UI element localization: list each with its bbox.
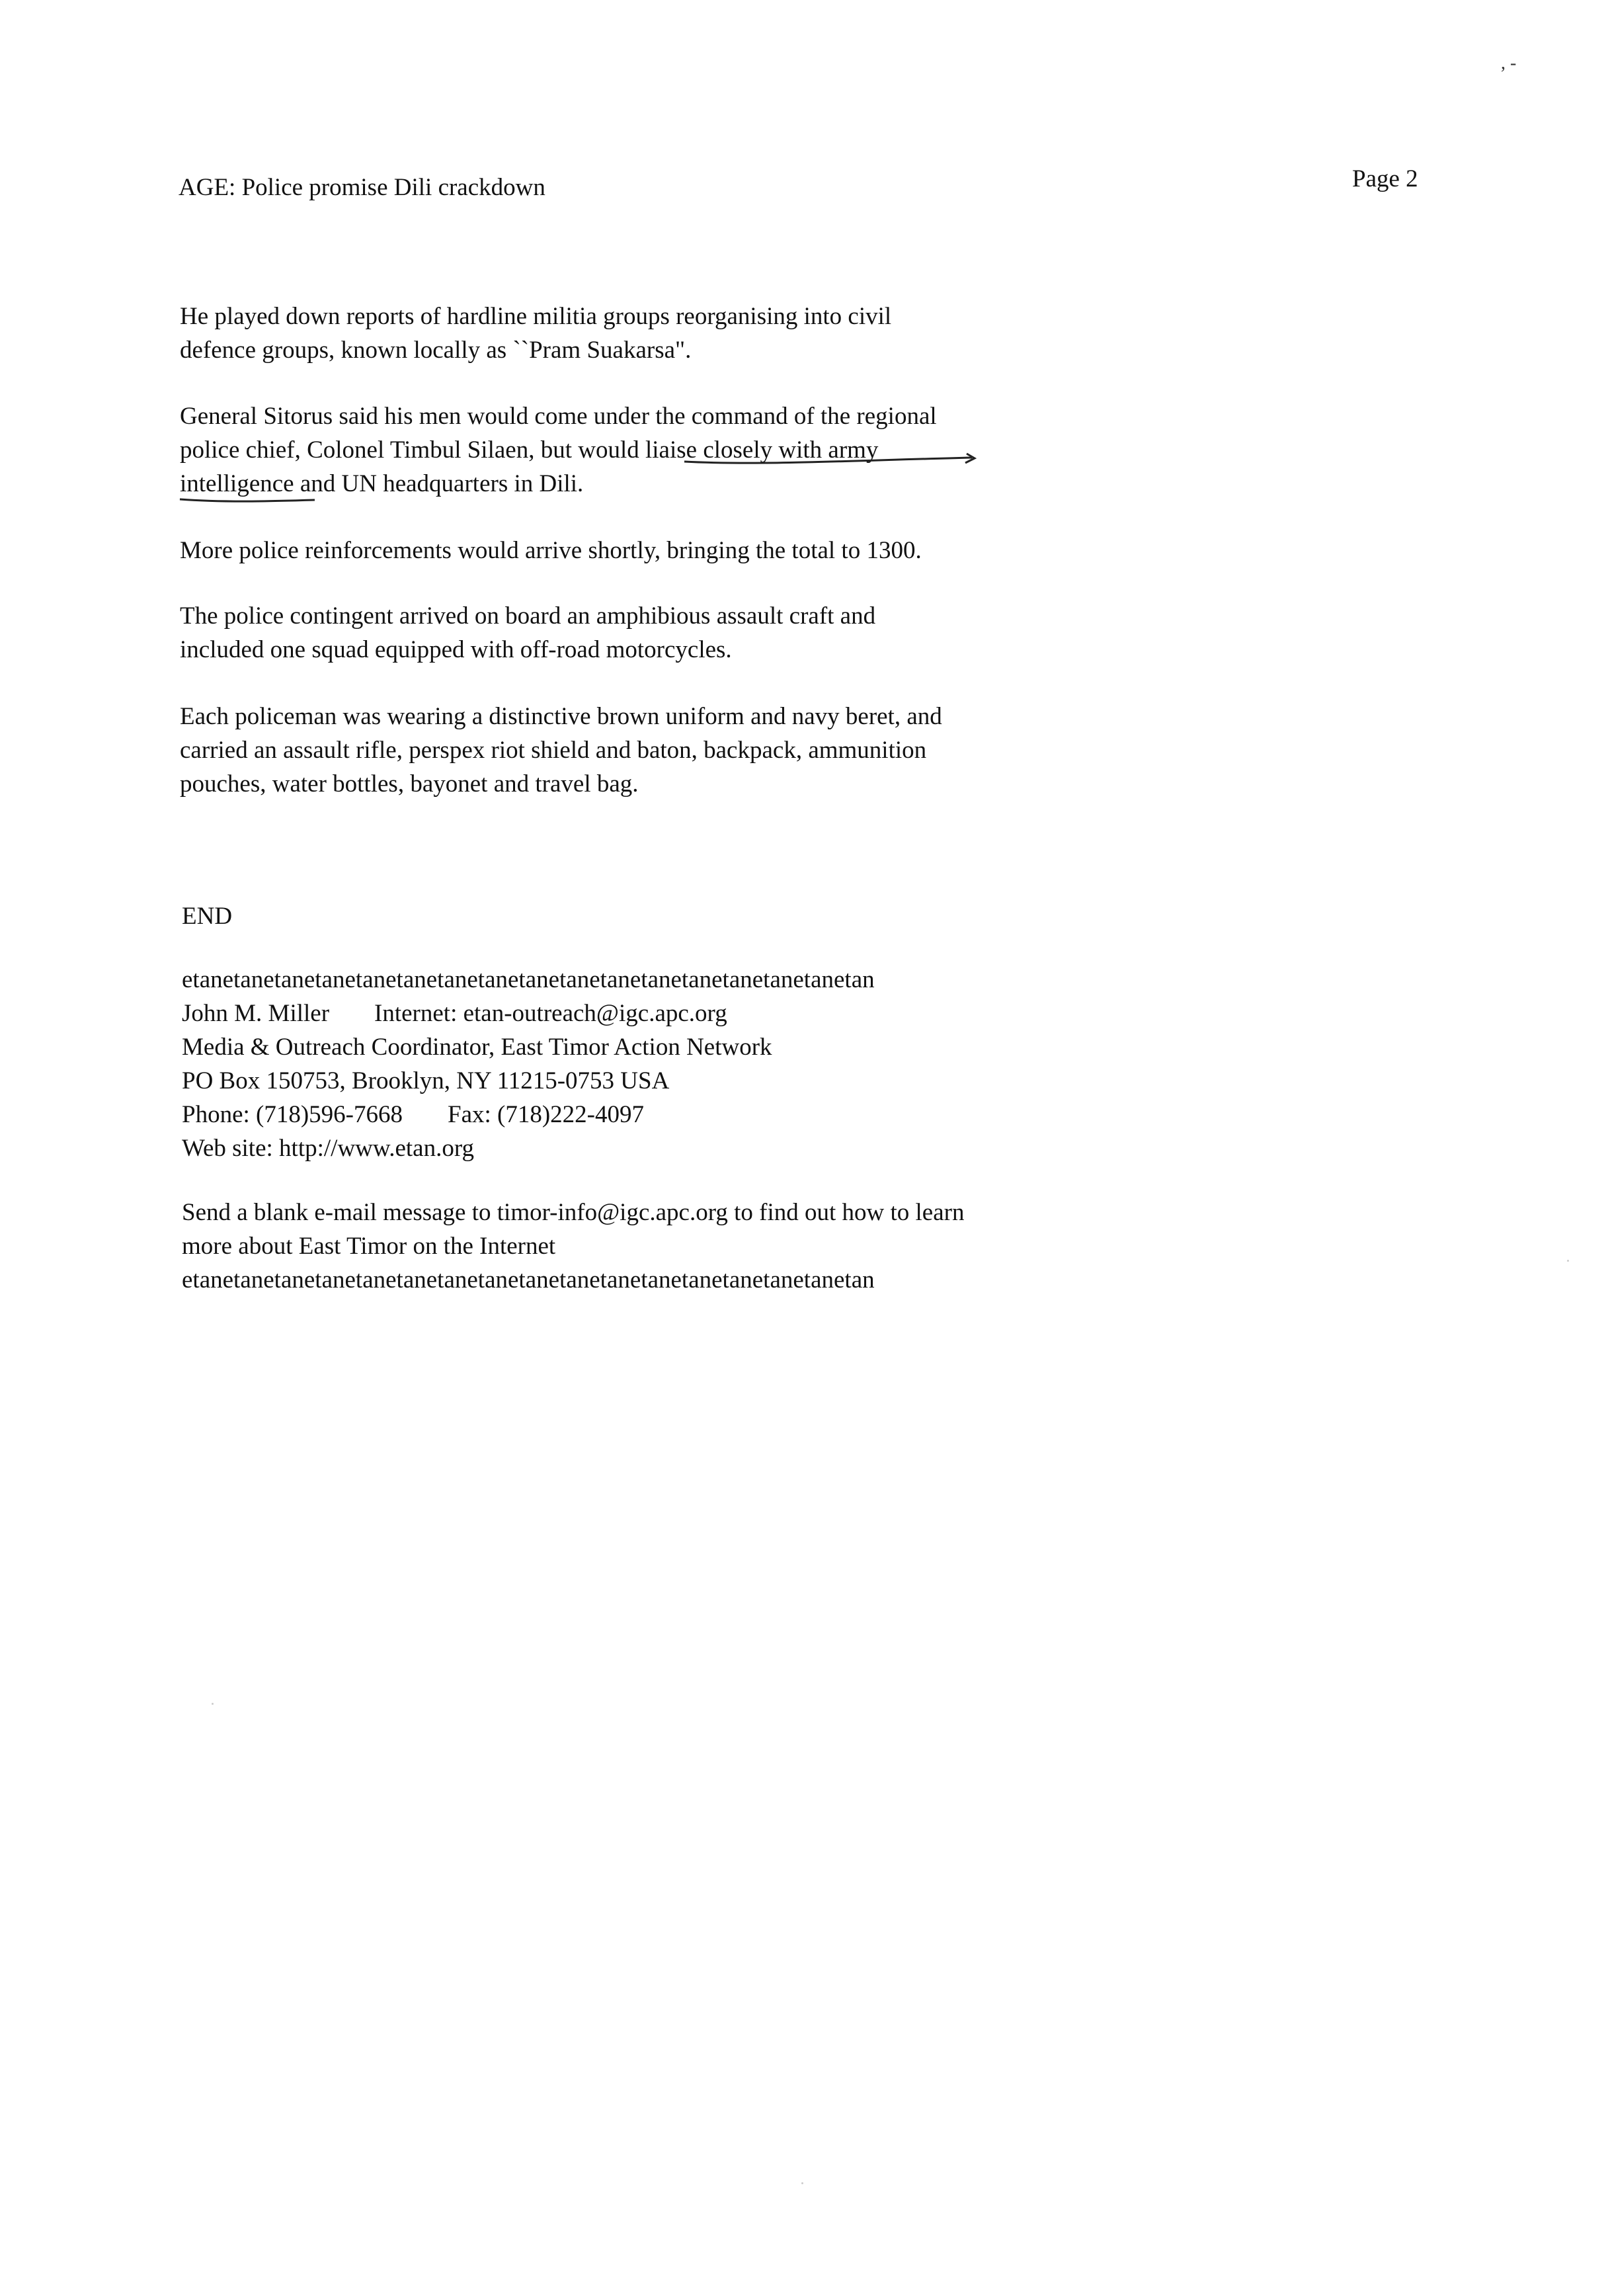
signature-block bbox=[182, 963, 875, 1165]
paragraph-reinforcements bbox=[180, 534, 922, 567]
signature-email: Internet: etan-outreach@igc.apc.org bbox=[374, 1000, 727, 1027]
paragraph-line: defence groups, known locally as ``Pram Suakarsa". bbox=[180, 337, 692, 364]
paragraph-line: police chief, Colonel Timbul Silaen, but would liaise closely with army bbox=[180, 436, 879, 464]
paragraph-contingent bbox=[180, 599, 875, 667]
document-header-title: AGE: Police promise Dili crackdown bbox=[179, 174, 545, 201]
corner-mark: , - bbox=[1501, 53, 1517, 73]
signature-name-line bbox=[182, 997, 875, 1030]
paragraph-line: The police contingent arrived on board an amphibious assault craft and bbox=[180, 602, 876, 630]
paragraph-line: carried an assault rifle, perspex riot shield and baton, backpack, ammunition bbox=[180, 737, 927, 764]
handwritten-underline-upper-hook bbox=[965, 454, 975, 463]
paragraph-line: General Sitorus said his men would come under the command of the regional bbox=[180, 403, 937, 430]
signature-address: PO Box 150753, Brooklyn, NY 11215-0753 USA bbox=[182, 1067, 670, 1094]
end-marker: END bbox=[182, 903, 233, 930]
scan-speck bbox=[801, 2182, 803, 2184]
signature-name: John M. Miller bbox=[182, 1000, 330, 1027]
footer-line: more about East Timor on the Internet bbox=[182, 1233, 556, 1260]
signature-website: Web site: http://www.etan.org bbox=[182, 1135, 474, 1162]
paragraph-line: intelligence and UN headquarters in Dili. bbox=[180, 470, 584, 497]
paragraph-equipment bbox=[180, 700, 942, 801]
signature-separator: etanetanetanetanetanetanetanetanetanetanetanetanetanetanetanetanetan bbox=[182, 966, 875, 993]
paragraph-line: He played down reports of hardline militia groups reorganising into civil bbox=[180, 303, 892, 330]
footer-line: Send a blank e-mail message to timor-info@igc.apc.org to find out how to learn bbox=[182, 1199, 965, 1226]
scan-speck bbox=[212, 1703, 214, 1705]
paragraph-militia-groups bbox=[180, 300, 891, 367]
paragraph-line: included one squad equipped with off-road motorcycles. bbox=[180, 636, 732, 663]
paragraph-line: More police reinforcements would arrive shortly, bringing the total to 1300. bbox=[180, 537, 922, 564]
signature-fax: Fax: (718)222-4097 bbox=[448, 1101, 644, 1128]
paragraph-command bbox=[180, 399, 937, 501]
scan-speck bbox=[1567, 1260, 1569, 1262]
paragraph-line: pouches, water bottles, bayonet and travel bag. bbox=[180, 770, 639, 798]
page-number: Page 2 bbox=[1352, 165, 1418, 192]
signature-role: Media & Outreach Coordinator, East Timor Action Network bbox=[182, 1034, 772, 1061]
signature-phone: Phone: (718)596-7668 bbox=[182, 1101, 403, 1128]
signature-contact-line bbox=[182, 1098, 875, 1131]
footer-note bbox=[182, 1196, 964, 1297]
footer-separator: etanetanetanetanetanetanetanetanetanetanetanetanetanetanetanetanetan bbox=[182, 1266, 875, 1293]
paragraph-line: Each policeman was wearing a distinctive brown uniform and navy beret, and bbox=[180, 703, 942, 730]
